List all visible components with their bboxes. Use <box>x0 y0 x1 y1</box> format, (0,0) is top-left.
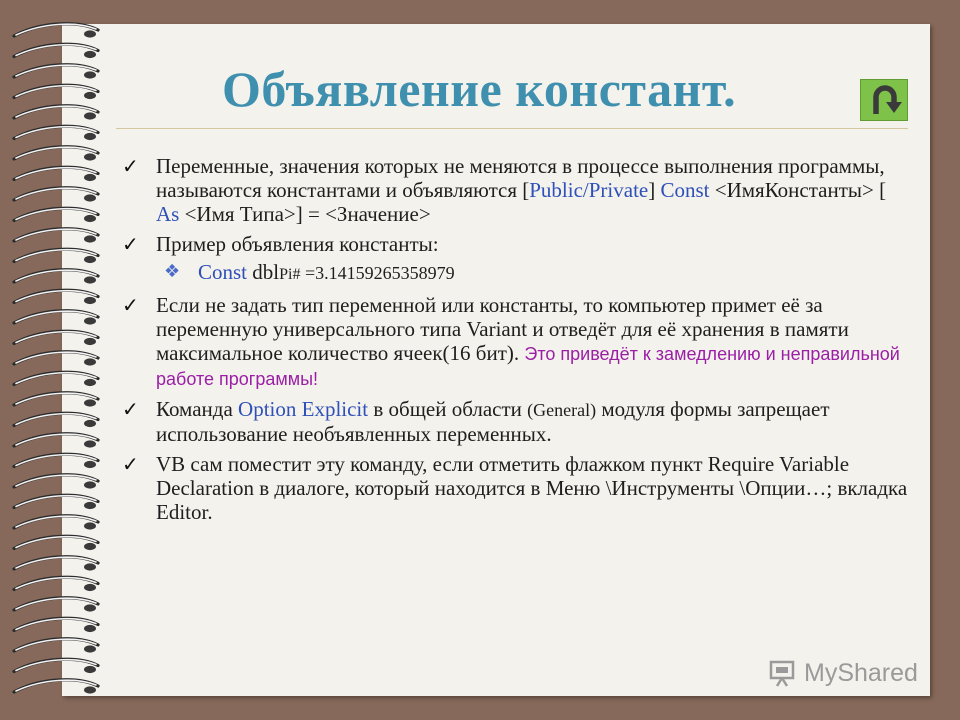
spiral-coil <box>14 372 98 386</box>
text-run: Переменные, значения которых не меняются в процессе выполнения программы, называются константами и объявляются [ <box>156 154 885 202</box>
spiral-coil <box>14 516 98 530</box>
spiral-coil <box>14 680 98 694</box>
spiral-coil <box>14 639 98 653</box>
list-item <box>120 452 910 524</box>
page-title: Объявление констант. <box>222 61 737 117</box>
slide-content <box>120 154 910 530</box>
list-item <box>120 232 910 256</box>
checkmark-icon: ✓ <box>122 154 139 178</box>
spiral-coil <box>14 598 98 612</box>
keyword-public-private: Public/Private <box>529 178 649 202</box>
spiral-coil <box>14 65 98 79</box>
checkmark-icon: ✓ <box>122 293 139 317</box>
watermark <box>768 656 918 690</box>
watermark-text: MyShared <box>804 658 918 687</box>
checkmark-icon: ✓ <box>122 397 139 421</box>
checkmark-icon: ✓ <box>122 232 139 256</box>
spiral-coil <box>14 24 98 38</box>
sub-list-item <box>120 260 910 287</box>
spiral-coil <box>14 557 98 571</box>
text-run: VB сам поместит эту команду, если отметить флажком пункт Require Variable Declaration в диалоге, который находится в Меню \Инструменты \Опции…; вкладка Editor. <box>156 452 908 524</box>
keyword-const: Const <box>660 178 710 202</box>
diamond-bullet-icon: ❖ <box>164 261 181 282</box>
spiral-coil <box>14 167 98 181</box>
text-run: <Имя Типа>] = <Значение> <box>179 202 431 226</box>
spiral-coil <box>14 495 98 509</box>
spiral-coil <box>14 249 98 263</box>
text-run: Пример объявления константы: <box>156 232 439 256</box>
keyword-const: Const <box>198 260 248 284</box>
text-run: в общей области <box>368 397 528 421</box>
spiral-coil <box>14 188 98 202</box>
text-run: <ИмяКонстанты> [ <box>709 178 887 202</box>
spiral-coil <box>14 106 98 120</box>
list-item <box>120 397 910 446</box>
spiral-coil <box>14 147 98 161</box>
spiral-coil <box>14 454 98 468</box>
spiral-coil <box>14 229 98 243</box>
spiral-coil <box>14 393 98 407</box>
spiral-coil <box>14 44 98 58</box>
spiral-coil <box>14 577 98 591</box>
spiral-coil <box>14 270 98 284</box>
spiral-binding <box>0 20 110 710</box>
text-run: dbl <box>247 260 280 284</box>
text-run: (General) <box>527 400 597 420</box>
spiral-coil <box>14 475 98 489</box>
spiral-coil <box>14 85 98 99</box>
keyword-option-explicit: Option Explicit <box>238 397 369 421</box>
spiral-coil <box>14 618 98 632</box>
text-run: Команда <box>156 397 239 421</box>
list-item <box>120 154 910 226</box>
text-run: Если не задать тип переменной или константы, то компьютер примет её за переменную универсального типа Variant и отведёт для её хранения в памяти максимальное количество ячеек(16 бит). <box>156 293 849 365</box>
spiral-coil <box>14 352 98 366</box>
spiral-coil <box>14 413 98 427</box>
spiral-coil <box>14 208 98 222</box>
title-divider <box>116 128 908 129</box>
spiral-coil <box>14 659 98 673</box>
spiral-coil <box>14 331 98 345</box>
spiral-coil <box>14 311 98 325</box>
presentation-icon <box>768 659 798 687</box>
warning-text: Это приведёт к замедлению и неправильной работе программы! <box>156 344 900 389</box>
spiral-coil <box>14 536 98 550</box>
text-run: модуля формы запрещает использование необъявленных переменных. <box>156 397 830 446</box>
spiral-coil <box>14 290 98 304</box>
back-button[interactable] <box>860 79 908 121</box>
u-turn-back-icon <box>861 80 909 122</box>
spiral-coil <box>14 434 98 448</box>
spiral-coil <box>14 126 98 140</box>
checkmark-icon: ✓ <box>122 452 139 476</box>
text-run: =3.14159265358979 <box>300 263 455 283</box>
list-item <box>120 293 910 391</box>
text-run: Pi# <box>279 266 301 283</box>
keyword-as: As <box>156 202 180 226</box>
text-run: ] <box>648 178 661 202</box>
